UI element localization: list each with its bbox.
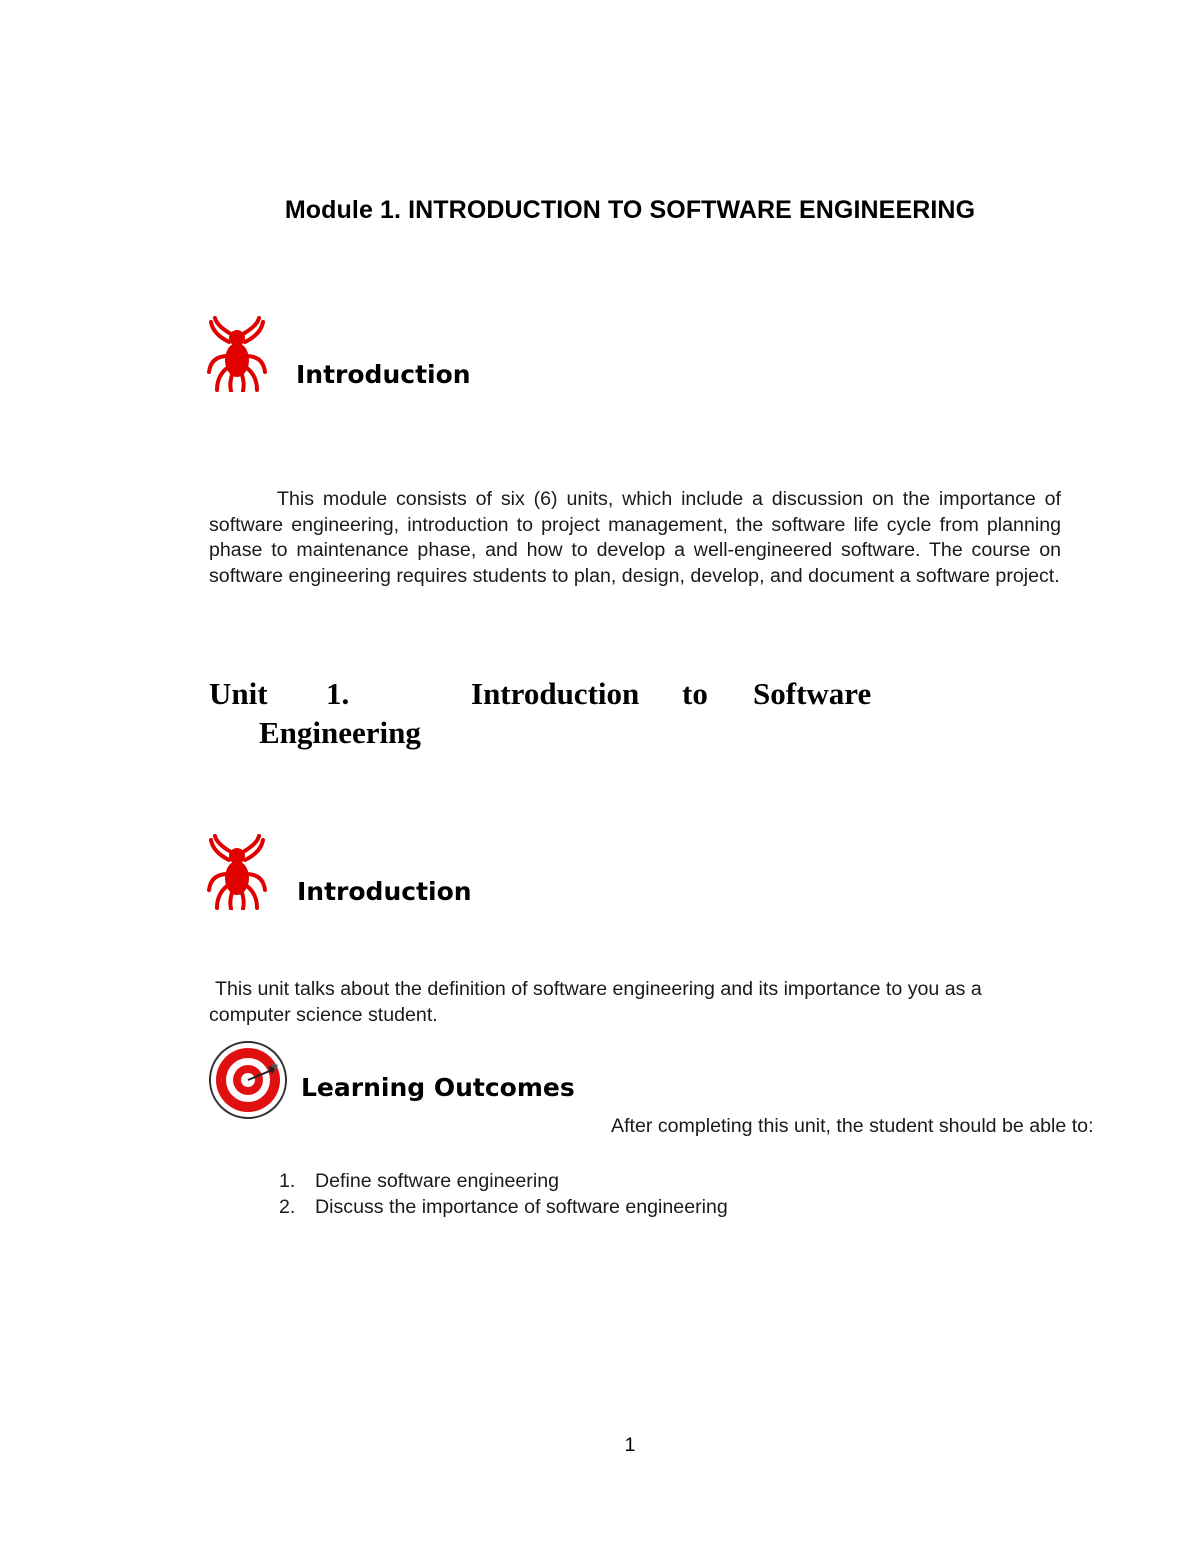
list-item-text: Define software engineering (315, 1170, 559, 1192)
spider-icon (205, 316, 269, 392)
list-item (279, 1194, 728, 1220)
unit-title-word: 1. (326, 676, 350, 711)
module-intro-paragraph: This module consists of six (6) units, which include a discussion on the importance of software engineering, introduction to project management, the software life cycle from planning phase to maintenance phase, and how to develop a well-engineered software. The course on software engineering requires students to plan, design, develop, and document a software project. (209, 488, 1061, 587)
list-item (279, 1168, 728, 1194)
learning-outcomes-lead: After completing this unit, the student should be able to: (611, 1115, 1094, 1137)
unit-title-word: to (682, 676, 708, 711)
target-icon (208, 1040, 288, 1120)
learning-outcomes-list (279, 1168, 728, 1220)
list-item-text: Discuss the importance of software engineering (315, 1196, 728, 1218)
page-number: 1 (624, 1434, 636, 1456)
unit-intro-line1: This unit talks about the definition of software engineering and its importance to you as a (215, 978, 982, 1000)
list-item-number: 1. (279, 1170, 296, 1192)
unit-title-word: Introduction (471, 676, 640, 711)
unit-title-word: Software (753, 676, 872, 711)
unit-intro-heading: Introduction (297, 877, 472, 906)
list-item-number: 2. (279, 1196, 296, 1218)
spider-icon (205, 834, 269, 910)
unit-title-word: Unit (209, 676, 268, 711)
module-intro-heading: Introduction (296, 360, 471, 389)
module-title: Module 1. INTRODUCTION TO SOFTWARE ENGINEERING (284, 196, 976, 224)
learning-outcomes-heading: Learning Outcomes (301, 1073, 575, 1102)
unit-intro-line2: computer science student. (209, 1004, 438, 1026)
unit-title-line2: Engineering (259, 715, 421, 750)
